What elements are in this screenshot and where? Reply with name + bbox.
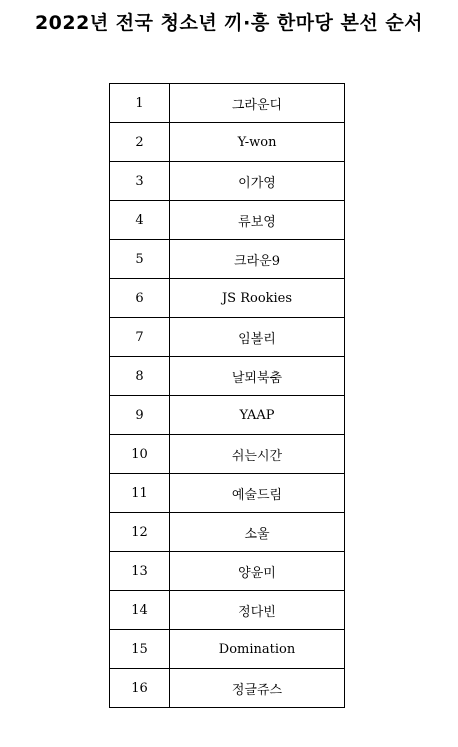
- order-number: 1: [110, 84, 170, 123]
- order-number: 5: [110, 240, 170, 279]
- page-title: 2022년 전국 청소년 끼·흥 한마당 본선 순서: [34, 12, 424, 34]
- team-name: 크라운9: [170, 240, 345, 279]
- table-body: [110, 84, 345, 708]
- team-name: 양윤미: [170, 552, 345, 591]
- performance-order-table: [109, 83, 345, 708]
- team-name: 임볼리: [170, 318, 345, 357]
- table-row: [110, 474, 345, 513]
- team-name: 예술드림: [170, 474, 345, 513]
- table-row: [110, 552, 345, 591]
- order-number: 13: [110, 552, 170, 591]
- table-row: [110, 513, 345, 552]
- team-name: 소울: [170, 513, 345, 552]
- order-number: 11: [110, 474, 170, 513]
- team-name: 이가영: [170, 162, 345, 201]
- table-row: [110, 396, 345, 435]
- table-row: [110, 123, 345, 162]
- team-name: 류보영: [170, 201, 345, 240]
- table-row: [110, 630, 345, 669]
- table-row: [110, 240, 345, 279]
- team-name: Y-won: [170, 123, 345, 162]
- table-row: [110, 435, 345, 474]
- table-row: [110, 591, 345, 630]
- table-row: [110, 84, 345, 123]
- order-number: 16: [110, 669, 170, 708]
- team-name: JS Rookies: [170, 279, 345, 318]
- order-number: 15: [110, 630, 170, 669]
- order-number: 12: [110, 513, 170, 552]
- order-number: 4: [110, 201, 170, 240]
- order-number: 6: [110, 279, 170, 318]
- team-name: 쉬는시간: [170, 435, 345, 474]
- order-number: 8: [110, 357, 170, 396]
- table-row: [110, 279, 345, 318]
- table-row: [110, 201, 345, 240]
- table-row: [110, 162, 345, 201]
- order-number: 14: [110, 591, 170, 630]
- team-name: 그라운디: [170, 84, 345, 123]
- table-row: [110, 318, 345, 357]
- order-number: 10: [110, 435, 170, 474]
- team-name: Domination: [170, 630, 345, 669]
- order-number: 7: [110, 318, 170, 357]
- order-number: 9: [110, 396, 170, 435]
- team-name: 날뫼북춤: [170, 357, 345, 396]
- order-number: 2: [110, 123, 170, 162]
- team-name: 정글쥬스: [170, 669, 345, 708]
- team-name: YAAP: [170, 396, 345, 435]
- table-row: [110, 669, 345, 708]
- order-number: 3: [110, 162, 170, 201]
- team-name: 정다빈: [170, 591, 345, 630]
- table-row: [110, 357, 345, 396]
